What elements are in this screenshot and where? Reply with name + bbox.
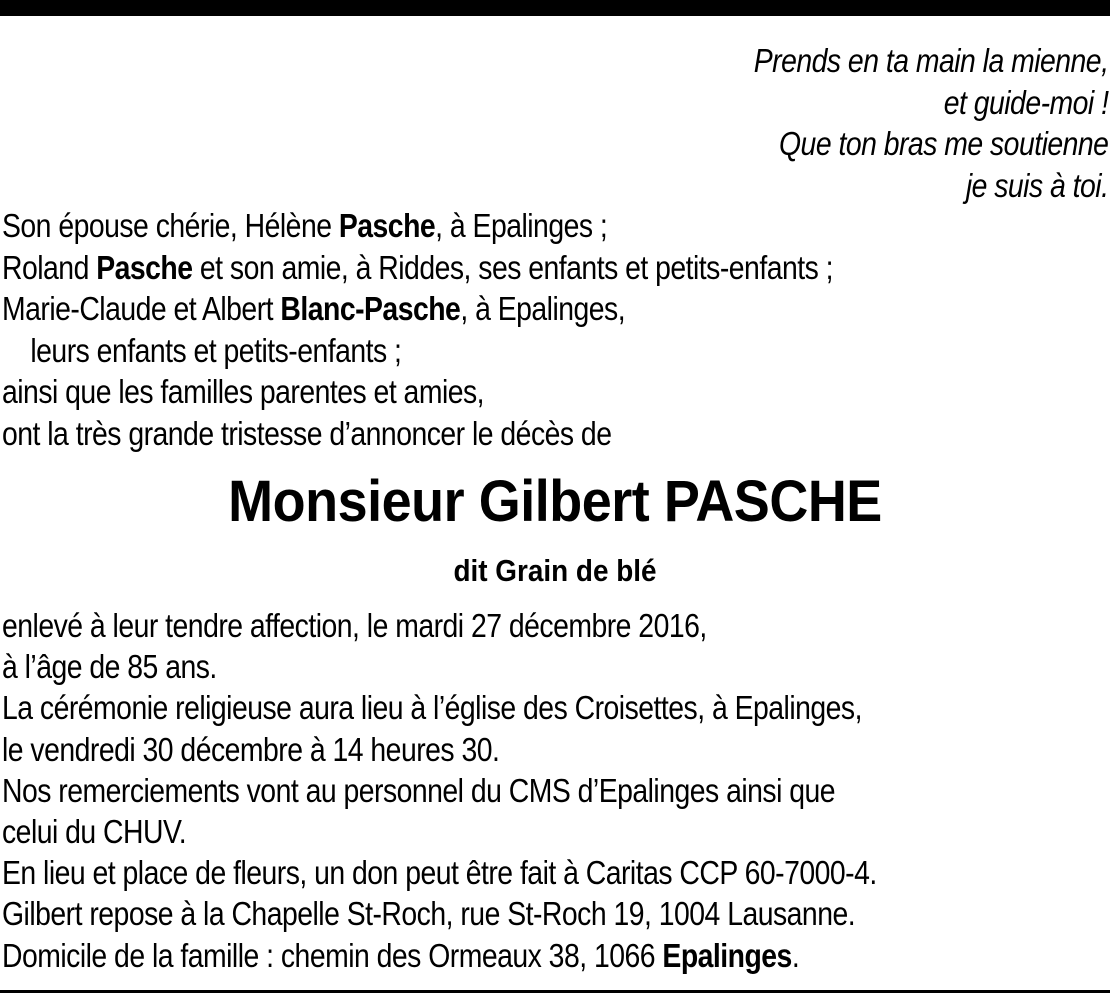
body-line: le vendredi 30 décembre à 14 heures 30. xyxy=(2,730,500,768)
family-line: Roland Pasche et son amie, à Riddes, ses enfants et petits-enfants ; xyxy=(2,248,834,286)
body-line: celui du CHUV. xyxy=(2,813,187,851)
deceased-nickname: dit Grain de blé xyxy=(453,553,657,588)
body-line: enlevé à leur tendre affection, le mardi 27 décembre 2016, xyxy=(2,607,707,644)
poem-line: Que ton bras me soutienne xyxy=(778,125,1108,162)
surname: Pasche xyxy=(96,248,193,286)
notice-body xyxy=(2,605,877,976)
family-line: leurs enfants et petits-enfants ; xyxy=(30,331,402,369)
body-line: La cérémonie religieuse aura lieu à l’église des Croisettes, à Epalinges, xyxy=(2,689,862,727)
poem-line: Prends en ta main la mienne, xyxy=(753,42,1108,79)
poem-verse xyxy=(753,40,1108,206)
bottom-rule xyxy=(0,990,1110,993)
family-line: Marie-Claude et Albert Blanc-Pasche, à Epalinges, xyxy=(2,290,626,327)
body-line: En lieu et place de fleurs, un don peut être fait à Caritas CCP 60-7000-4. xyxy=(2,854,877,892)
body-line: à l’âge de 85 ans. xyxy=(2,648,217,686)
poem-line: je suis à toi. xyxy=(965,166,1108,204)
family-line: Son épouse chérie, Hélène Pasche, à Epalinges ; xyxy=(2,207,608,244)
surname: Blanc-Pasche xyxy=(280,290,461,327)
poem-line: et guide-moi ! xyxy=(943,83,1108,121)
family-line: ont la très grande tristesse d’annoncer le décès de xyxy=(2,414,612,452)
body-line: Nos remerciements vont au personnel du CMS d’Epalinges ainsi que xyxy=(2,771,836,809)
body-line: Gilbert repose à la Chapelle St-Roch, rue St-Roch 19, 1004 Lausanne. xyxy=(2,895,856,933)
surname: Pasche xyxy=(338,207,436,244)
body-line: Domicile de la famille : chemin des Ormeaux 38, 1066 Epalinges. xyxy=(2,936,800,974)
family-line: ainsi que les familles parentes et amies, xyxy=(2,373,485,410)
deceased-name: Monsieur Gilbert PASCHE xyxy=(228,469,882,534)
top-rule xyxy=(0,0,1110,16)
town: Epalinges xyxy=(662,936,792,974)
family-announcement xyxy=(2,205,833,454)
